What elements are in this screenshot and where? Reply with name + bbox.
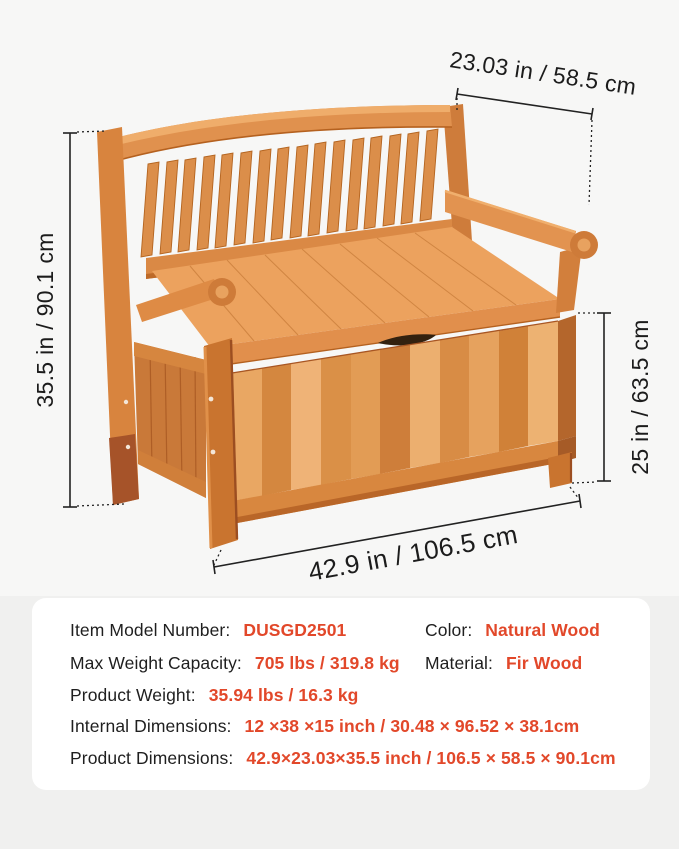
dimension-bottom-width-label: 42.9 in / 106.5 cm bbox=[305, 519, 521, 587]
spec-max-weight-value: 705 lbs / 319.8 kg bbox=[254, 653, 400, 673]
spec-color bbox=[425, 620, 600, 641]
spec-material-label: Material: bbox=[425, 653, 494, 673]
spec-product-weight-label: Product Weight: bbox=[70, 685, 196, 705]
spec-color-label: Color: bbox=[425, 620, 473, 640]
spec-product-dimensions-value: 42.9×23.03×35.5 inch / 106.5 × 58.5 × 90.1cm bbox=[246, 748, 616, 768]
bench bbox=[97, 104, 598, 549]
spec-item-model bbox=[70, 620, 346, 641]
spec-color-value: Natural Wood bbox=[485, 620, 600, 640]
bench-front-right-leg bbox=[548, 452, 572, 488]
spec-material-value: Fir Wood bbox=[506, 653, 583, 673]
right-armrest-roll-center bbox=[578, 239, 591, 252]
spec-internal-dimensions-value: 12 ×38 ×15 inch / 30.48 × 96.52 × 38.1cm bbox=[244, 716, 580, 736]
dimension-top-depth bbox=[448, 46, 638, 205]
spec-card bbox=[32, 598, 650, 790]
spec-max-weight bbox=[70, 653, 400, 674]
spec-max-weight-label: Max Weight Capacity: bbox=[70, 653, 242, 673]
spec-product-weight-value: 35.94 lbs / 16.3 kg bbox=[208, 685, 359, 705]
dimension-top-depth-label: 23.03 in / 58.5 cm bbox=[448, 46, 639, 100]
spec-product-weight bbox=[70, 685, 358, 706]
spec-item-model-label: Item Model Number: bbox=[70, 620, 231, 640]
spec-product-dimensions bbox=[70, 748, 616, 769]
spec-internal-dimensions-label: Internal Dimensions: bbox=[70, 716, 232, 736]
spec-material bbox=[425, 653, 582, 674]
spec-product-dimensions-label: Product Dimensions: bbox=[70, 748, 234, 768]
bench-left-back-leg bbox=[109, 434, 139, 505]
dimension-right-box-height bbox=[572, 313, 653, 483]
dimension-right-box-height-label: 25 in / 63.5 cm bbox=[627, 319, 653, 475]
dimension-left-height-label: 35.5 in / 90.1 cm bbox=[32, 232, 58, 408]
spec-internal-dimensions bbox=[70, 716, 579, 737]
spec-item-model-value: DUSGD2501 bbox=[243, 620, 347, 640]
left-armrest-roll-center bbox=[216, 286, 229, 299]
box-right-side bbox=[558, 315, 576, 441]
